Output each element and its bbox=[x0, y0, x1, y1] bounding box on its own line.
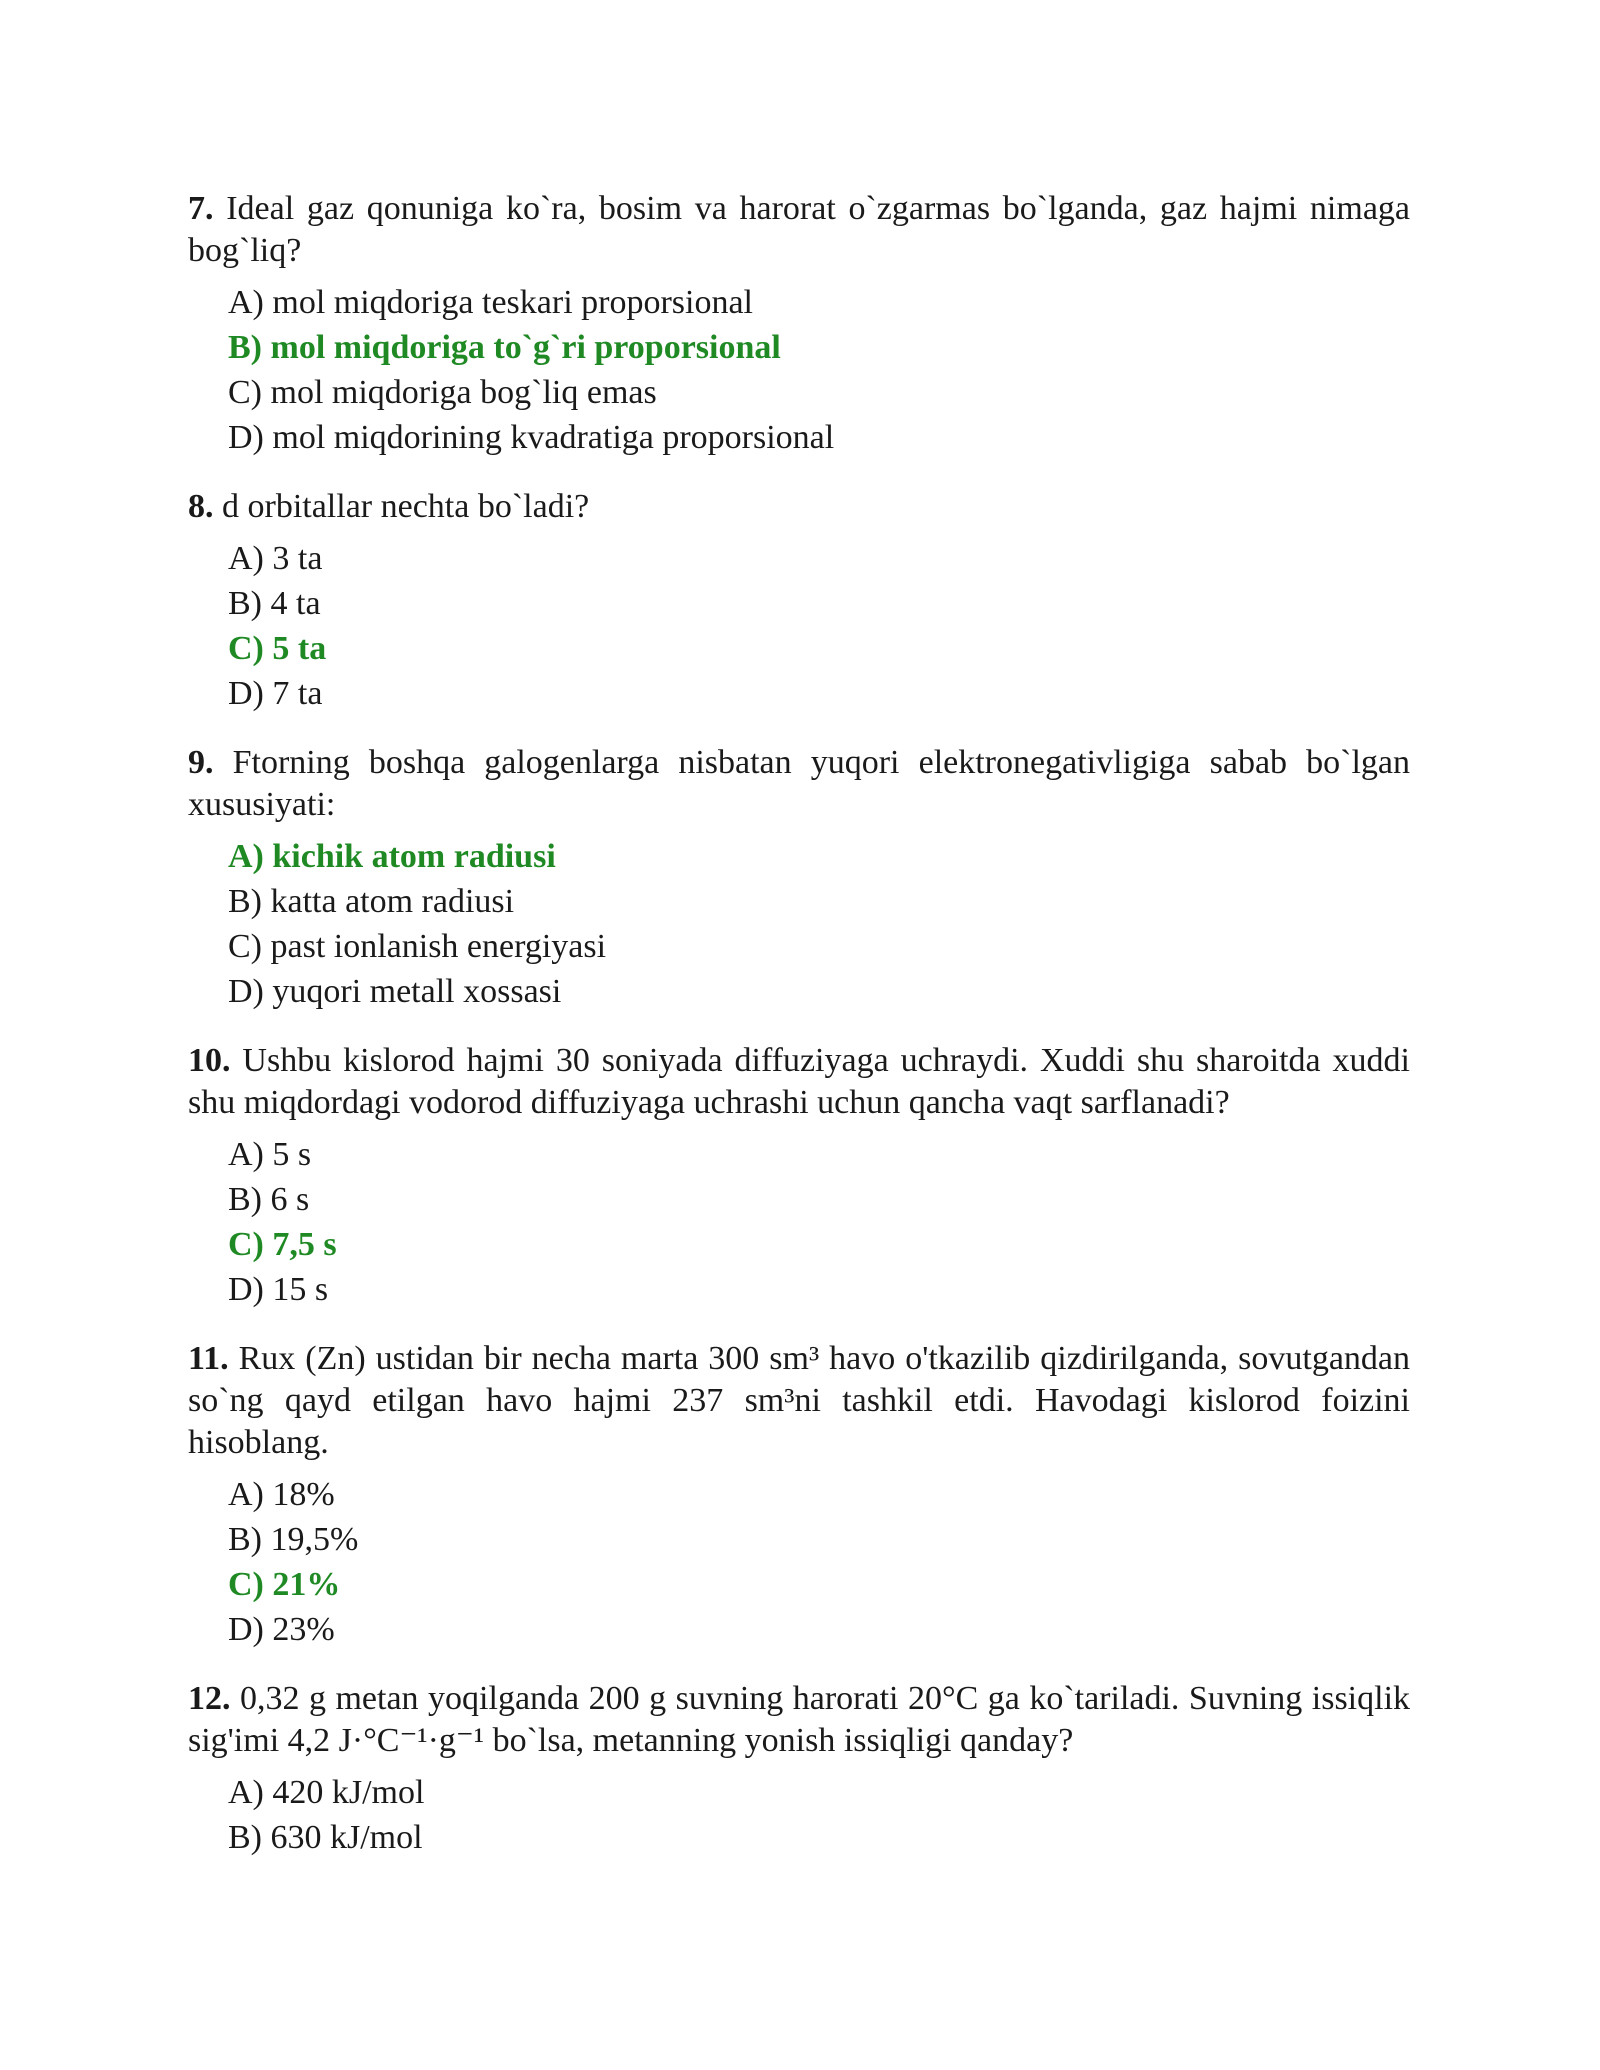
question-text bbox=[188, 1040, 1410, 1124]
question-number: 9. bbox=[188, 744, 214, 781]
question-number: 10. bbox=[188, 1042, 231, 1079]
option-d: D) 23% bbox=[228, 1611, 335, 1648]
question-body: 0,32 g metan yoqilganda 200 g suvning harorati 20°C ga ko`tariladi. Suvning issiqlik sig'imi 4,2 J·°C⁻¹·g⁻¹ bo`lsa, metanning yonish issiqligi qanday? bbox=[188, 1680, 1411, 1759]
option-c-correct: C) 7,5 s bbox=[228, 1226, 337, 1263]
option-c-correct: C) 5 ta bbox=[228, 630, 327, 667]
option-c: C) mol miqdoriga bog`liq emas bbox=[228, 374, 657, 411]
question-10 bbox=[188, 1040, 1410, 1312]
document-page bbox=[188, 188, 1410, 1886]
option-d: D) mol miqdorining kvadratiga proporsional bbox=[228, 419, 835, 456]
question-number: 11. bbox=[188, 1340, 229, 1377]
question-7 bbox=[188, 188, 1410, 460]
option-b: B) 4 ta bbox=[228, 585, 321, 622]
question-body: Ftorning boshqa galogenlarga nisbatan yuqori elektronegativligiga sabab bo`lgan xususiyati: bbox=[188, 744, 1410, 823]
option-b: B) 630 kJ/mol bbox=[228, 1819, 423, 1856]
option-a: A) 18% bbox=[228, 1476, 335, 1513]
question-number: 8. bbox=[188, 488, 214, 525]
answer-options bbox=[188, 1472, 1410, 1652]
question-body: Ushbu kislorod hajmi 30 soniyada diffuziyaga uchraydi. Xuddi shu sharoitda xuddi shu miqdordagi vodorod diffuziyaga uchrashi uchun qancha vaqt sarflanadi? bbox=[188, 1042, 1410, 1121]
question-body: d orbitallar nechta bo`ladi? bbox=[222, 488, 590, 525]
answer-options bbox=[188, 1132, 1410, 1312]
question-11 bbox=[188, 1338, 1410, 1652]
option-c: C) past ionlanish energiyasi bbox=[228, 928, 607, 965]
answer-options bbox=[188, 1770, 1410, 1860]
answer-options bbox=[188, 536, 1410, 716]
option-b: B) 6 s bbox=[228, 1181, 310, 1218]
option-b: B) 19,5% bbox=[228, 1521, 359, 1558]
option-a: A) 5 s bbox=[228, 1136, 312, 1173]
question-number: 7. bbox=[188, 190, 214, 227]
question-body: Ideal gaz qonuniga ko`ra, bosim va harorat o`zgarmas bo`lganda, gaz hajmi nimaga bog`liq? bbox=[188, 190, 1411, 269]
question-8 bbox=[188, 486, 1410, 716]
option-b-correct: B) mol miqdoriga to`g`ri proporsional bbox=[228, 329, 781, 366]
option-b: B) katta atom radiusi bbox=[228, 883, 515, 920]
option-c-correct: C) 21% bbox=[228, 1566, 341, 1603]
option-d: D) 7 ta bbox=[228, 675, 323, 712]
question-text bbox=[188, 742, 1410, 826]
question-number: 12. bbox=[188, 1680, 231, 1717]
question-body: Rux (Zn) ustidan bir necha marta 300 sm³ havo o'tkazilib qizdirilganda, sovutgandan so`ng qayd etilgan havo hajmi 237 sm³ni tashkil etdi. Havodagi kislorod foizini hisoblang. bbox=[188, 1340, 1411, 1461]
answer-options bbox=[188, 834, 1410, 1014]
option-d: D) 15 s bbox=[228, 1271, 329, 1308]
question-text bbox=[188, 188, 1410, 272]
answer-options bbox=[188, 280, 1410, 460]
option-d: D) yuqori metall xossasi bbox=[228, 973, 562, 1010]
option-a: A) 3 ta bbox=[228, 540, 323, 577]
question-9 bbox=[188, 742, 1410, 1014]
question-text bbox=[188, 1338, 1410, 1464]
question-text bbox=[188, 486, 1410, 528]
option-a-correct: A) kichik atom radiusi bbox=[228, 838, 556, 875]
question-text bbox=[188, 1678, 1410, 1762]
option-a: A) 420 kJ/mol bbox=[228, 1774, 425, 1811]
question-12 bbox=[188, 1678, 1410, 1860]
option-a: A) mol miqdoriga teskari proporsional bbox=[228, 284, 754, 321]
